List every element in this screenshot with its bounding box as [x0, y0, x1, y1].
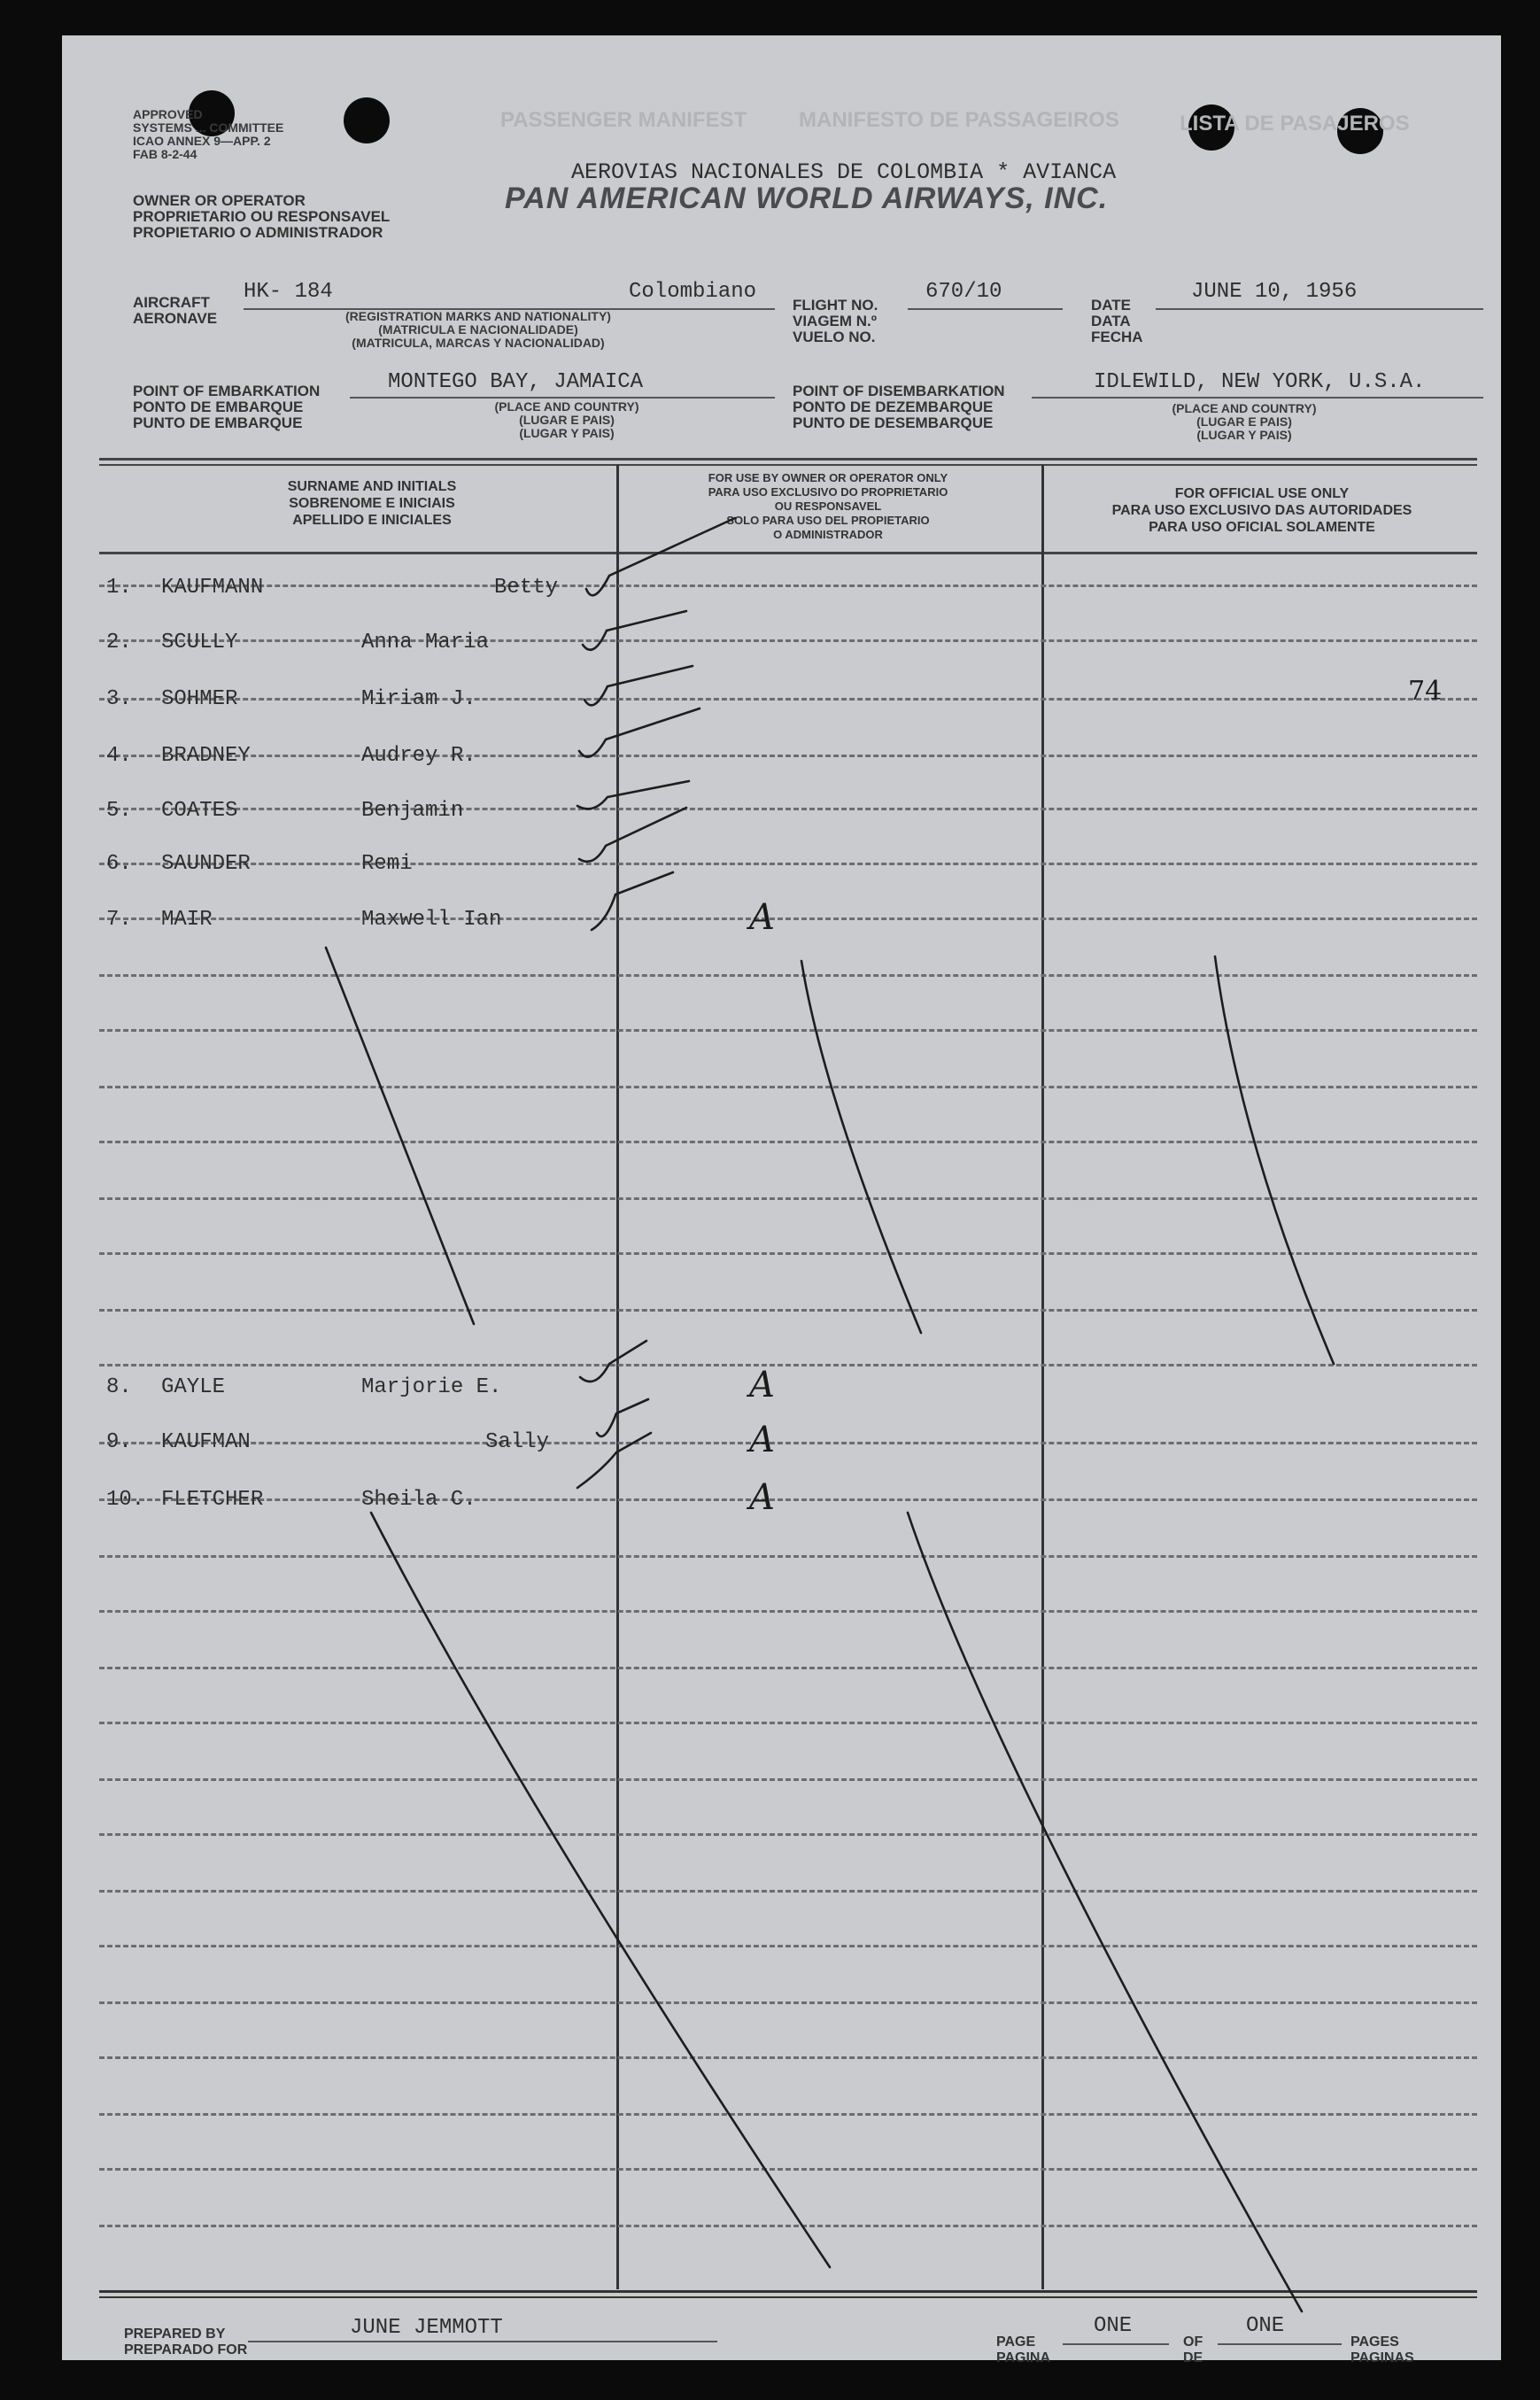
title-english: PASSENGER MANIFEST — [500, 108, 747, 132]
pages-label: PAGES PAGINAS — [1350, 2334, 1414, 2365]
passenger-number: 7. — [106, 908, 132, 932]
prepared-underline — [248, 2341, 717, 2342]
airline-typed: AEROVIAS NACIONALES DE COLOMBIA * AVIANCA — [571, 159, 1117, 185]
flight-label: FLIGHT NO. VIAGEM N.º VUELO NO. — [793, 297, 878, 345]
check-mark-7 — [592, 872, 673, 930]
owner-mark: A — [749, 1365, 775, 1405]
owner-mark: A — [749, 1477, 775, 1518]
column-header-owner: FOR USE BY OWNER OR OPERATOR ONLY PARA USO EXCLUSIVO DO PROPRIETARIO OU RESPONSAVEL SOLO PARA USO DEL PROPIETARIO O ADMINISTRADOR — [708, 471, 948, 541]
aircraft-nationality: Colombiano — [629, 280, 757, 304]
passenger-surname: BRADNEY — [161, 744, 251, 768]
passenger-surname: SAUNDER — [161, 852, 251, 876]
passenger-given-names: Remi — [361, 852, 413, 876]
date-label: DATE DATA FECHA — [1091, 297, 1143, 345]
page-value: ONE — [1094, 2314, 1133, 2338]
passenger-number: 10. — [106, 1488, 145, 1512]
passenger-number: 6. — [106, 852, 132, 876]
passenger-surname: SCULLY — [161, 631, 238, 654]
flight-value: 670/10 — [925, 280, 1002, 304]
handwritten-marks — [62, 35, 1501, 2360]
check-mark-2 — [583, 611, 686, 650]
disembarkation-sublabels: (PLACE AND COUNTRY) (LUGAR E PAIS) (LUGAR Y PAIS) — [1172, 401, 1317, 442]
title-spanish: LISTA DE PASAJEROS — [1180, 112, 1410, 135]
passenger-given-names: Anna Maria — [361, 631, 490, 654]
check-mark-6 — [579, 808, 686, 862]
owner-mark: A — [749, 897, 775, 938]
embarkation-value: MONTEGO BAY, JAMAICA — [388, 370, 644, 394]
airline-printed: PAN AMERICAN WORLD AIRWAYS, INC. — [505, 182, 1109, 215]
embarkation-sublabels: (PLACE AND COUNTRY) (LUGAR E PAIS) (LUGAR Y PAIS) — [494, 399, 639, 440]
aircraft-sublabels: (REGISTRATION MARKS AND NATIONALITY) (MATRICULA E NACIONALIDADE) (MATRICULA, MARCAS Y NACIONALIDAD) — [345, 309, 611, 350]
passenger-surname: SOHMER — [161, 687, 238, 711]
check-mark-8 — [580, 1341, 646, 1382]
passenger-given-names: Betty — [494, 576, 559, 600]
page-label: PAGE PAGINA — [996, 2334, 1051, 2365]
official-note: 74 — [1408, 676, 1443, 707]
check-mark-10 — [577, 1433, 651, 1488]
cancel-stroke-names-2 — [371, 1513, 830, 2267]
passenger-given-names: Miriam J. — [361, 687, 476, 711]
passenger-surname: FLETCHER — [161, 1488, 264, 1512]
passenger-surname: COATES — [161, 799, 238, 823]
of-underline — [1218, 2343, 1342, 2345]
passenger-number: 3. — [106, 687, 132, 711]
disembarkation-value: IDLEWILD, NEW YORK, U.S.A. — [1094, 370, 1426, 394]
passenger-number: 5. — [106, 799, 132, 823]
check-mark-5 — [577, 781, 689, 809]
passenger-given-names: Audrey R. — [361, 744, 476, 768]
column-header-official: FOR OFFICIAL USE ONLY PARA USO EXCLUSIVO DAS AUTORIDADES PARA USO OFICIAL SOLAMENTE — [1111, 486, 1412, 535]
aircraft-label: AIRCRAFT AERONAVE — [133, 294, 218, 327]
passenger-number: 2. — [106, 631, 132, 654]
passenger-number: 9. — [106, 1430, 132, 1454]
passenger-number: 8. — [106, 1375, 132, 1399]
passenger-surname: MAIR — [161, 908, 213, 932]
check-mark-9 — [597, 1399, 648, 1436]
cancel-stroke-names-1 — [326, 948, 474, 1324]
passenger-given-names: Benjamin — [361, 799, 464, 823]
icao-reference: APPROVED SYSTEMS ... COMMITTEE ICAO ANNEX 9—APP. 2 FAB 8-2-44 — [133, 107, 284, 161]
page-underline — [1063, 2343, 1169, 2345]
cancel-stroke-owner-1 — [801, 961, 921, 1333]
date-value: JUNE 10, 1956 — [1191, 280, 1358, 304]
check-mark-3 — [584, 666, 693, 705]
cancel-stroke-owner-2 — [908, 1513, 1302, 2311]
passenger-given-names: Maxwell Ian — [361, 908, 502, 932]
cancel-stroke-official-1 — [1215, 956, 1334, 1364]
of-value: ONE — [1246, 2314, 1285, 2338]
check-mark-4 — [579, 708, 700, 757]
owner-mark: A — [749, 1420, 775, 1460]
passenger-surname: KAUFMAN — [161, 1430, 251, 1454]
prepared-label: PREPARED BY PREPARADO FOR — [124, 2326, 248, 2357]
check-mark-1 — [586, 518, 735, 595]
column-header-names: SURNAME AND INITIALS SOBRENOME E INICIAIS APELLIDO E INICIALES — [287, 479, 457, 528]
prepared-value: JUNE JEMMOTT — [350, 2316, 503, 2340]
passenger-given-names: Sally — [485, 1430, 550, 1454]
aircraft-value: HK- 184 — [244, 280, 333, 304]
passenger-surname: GAYLE — [161, 1375, 226, 1399]
disembarkation-label: POINT OF DISEMBARKATION PONTO DE DEZEMBARQUE PUNTO DE DESEMBARQUE — [793, 383, 1005, 431]
passenger-number: 4. — [106, 744, 132, 768]
passenger-number: 1. — [106, 576, 132, 600]
title-portuguese: MANIFESTO DE PASSAGEIROS — [799, 108, 1119, 132]
embarkation-label: POINT OF EMBARKATION PONTO DE EMBARQUE PUNTO DE EMBARQUE — [133, 383, 321, 431]
of-label: OF DE — [1183, 2334, 1203, 2365]
passenger-given-names: Sheila C. — [361, 1488, 476, 1512]
owner-labels: OWNER OR OPERATOR PROPRIETARIO OU RESPONSAVEL PROPIETARIO O ADMINISTRADOR — [133, 192, 391, 241]
passenger-given-names: Marjorie E. — [361, 1375, 502, 1399]
passenger-surname: KAUFMANN — [161, 576, 264, 600]
manifest-sheet — [62, 35, 1501, 2365]
